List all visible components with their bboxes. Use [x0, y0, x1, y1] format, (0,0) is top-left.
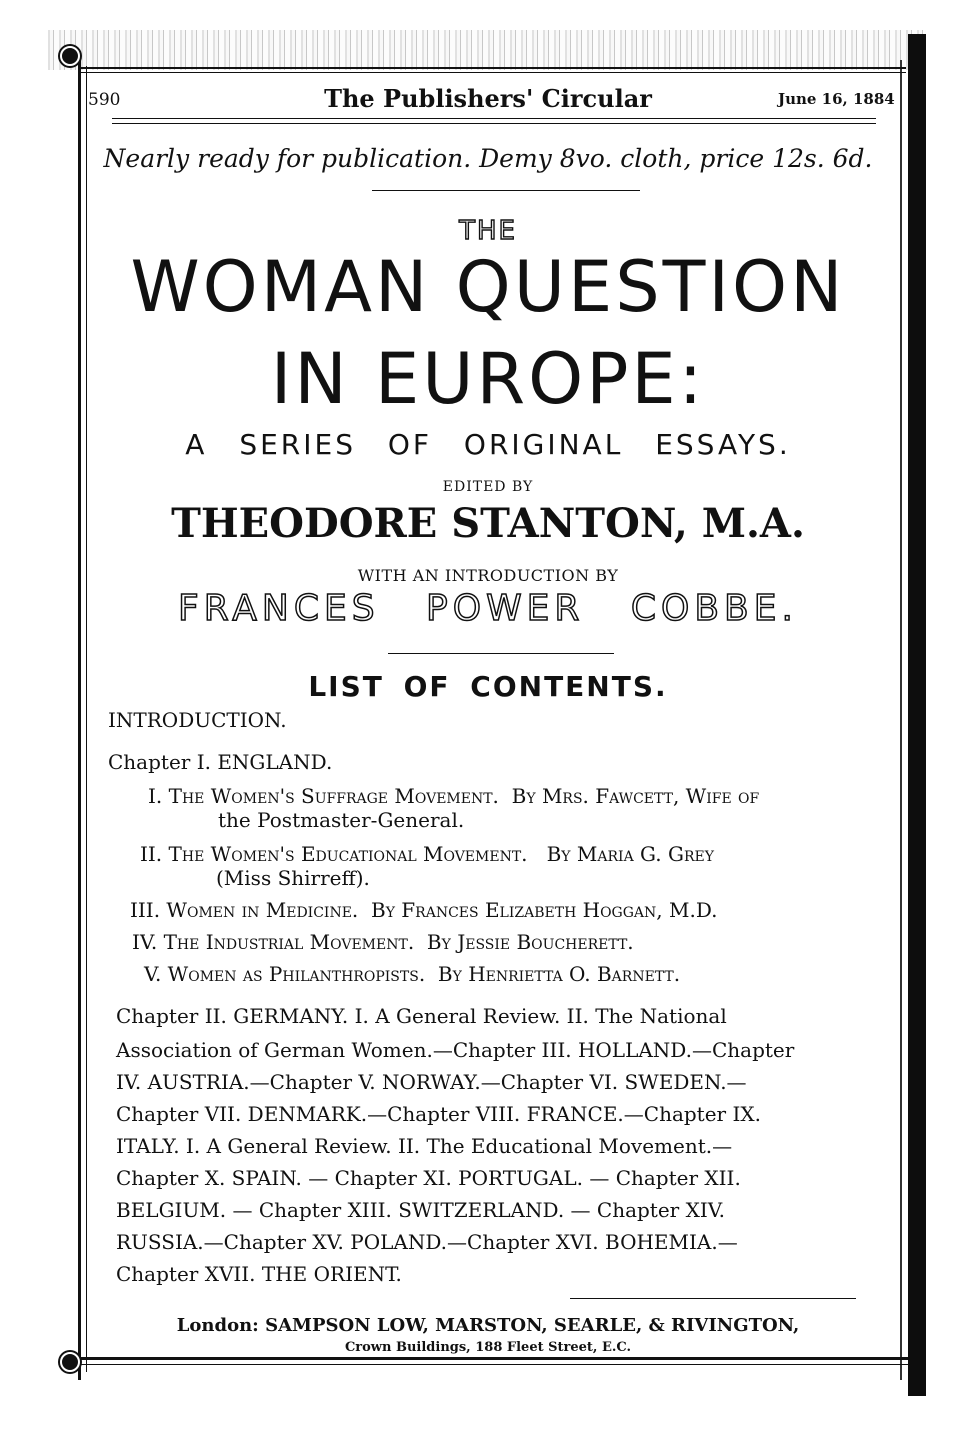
toc-line: Association of German Women.—Chapter III. HOLLAND.—Chapter [116, 1038, 795, 1062]
toc-line: Chapter II. GERMANY. I. A General Review. II. The National [116, 1004, 727, 1028]
toc-entry [144, 962, 680, 986]
toc-entry [140, 842, 714, 866]
entry-author: By Jessie Boucherett. [426, 930, 634, 954]
publication-notice: Nearly ready for publication. Demy 8vo. cloth, price 12s. 6d. [103, 144, 873, 173]
entry-number: II. [140, 842, 163, 866]
entry-author: By Maria G. Grey [546, 842, 714, 866]
title-article: THE [459, 216, 517, 246]
toc-entry-continuation: (Miss Shirreff). [216, 866, 370, 890]
publisher-imprint: London: SAMPSON LOW, MARSTON, SEARLE, & RIVINGTON, [176, 1315, 800, 1336]
toc-entry-continuation: the Postmaster-General. [218, 808, 465, 832]
toc-line: IV. AUSTRIA.—Chapter V. NORWAY.—Chapter VI. SWEDEN.— [116, 1070, 747, 1094]
entry-title: The Women's Suffrage Movement. [168, 784, 499, 808]
entry-number: I. [148, 784, 163, 808]
toc-entry [130, 898, 718, 922]
toc-entry [132, 930, 634, 954]
border-bottom [80, 1357, 908, 1360]
entry-number: III. [130, 898, 161, 922]
toc-line: BELGIUM. — Chapter XIII. SWITZERLAND. — Chapter XIV. [116, 1198, 726, 1222]
toc-line: RUSSIA.—Chapter XV. POLAND.—Chapter XVI. BOHEMIA.— [116, 1230, 738, 1254]
header-rule-inner [112, 123, 876, 124]
toc-line: Chapter X. SPAIN. — Chapter XI. PORTUGAL. — Chapter XII. [116, 1166, 741, 1190]
introduction-by-label: WITH AN INTRODUCTION BY [357, 566, 619, 585]
entry-title: Women in Medicine. [166, 898, 359, 922]
entry-number: IV. [132, 930, 158, 954]
scan-noise [48, 30, 926, 70]
divider [372, 190, 640, 191]
issue-date: June 16, 1884 [778, 90, 895, 108]
publisher-address: Crown Buildings, 188 Fleet Street, E.C. [344, 1340, 632, 1355]
book-title-line1: WOMAN QUESTION [130, 246, 846, 328]
corner-ornament-top-left [60, 46, 80, 66]
border-top [80, 67, 906, 69]
toc-entry [148, 784, 759, 808]
toc-line: ITALY. I. A General Review. II. The Educational Movement.— [116, 1134, 733, 1158]
corner-ornament-bottom-left [60, 1352, 80, 1372]
border-bottom-inner [80, 1364, 908, 1365]
entry-author: By Mrs. Fawcett, Wife of [511, 784, 760, 808]
entry-title: The Industrial Movement. [163, 930, 415, 954]
book-title-line2: IN EUROPE: [270, 338, 706, 420]
entry-number: V. [144, 962, 162, 986]
toc-introduction: INTRODUCTION. [108, 708, 287, 732]
entry-title: Women as Philanthropists. [167, 962, 426, 986]
contents-heading: LIST OF CONTENTS. [308, 670, 668, 703]
running-title: The Publishers' Circular [324, 84, 652, 113]
entry-title: The Women's Educational Movement. [168, 842, 528, 866]
page-number: 590 [88, 90, 121, 110]
entry-author: By Frances Elizabeth Hoggan, M.D. [371, 898, 718, 922]
divider [570, 1298, 856, 1299]
divider [388, 653, 614, 654]
editor-name: THEODORE STANTON, M.A. [171, 500, 805, 547]
toc-line: Chapter XVII. THE ORIENT. [116, 1262, 402, 1286]
toc-line: Chapter VII. DENMARK.—Chapter VIII. FRANCE.—Chapter IX. [116, 1102, 761, 1126]
book-subtitle: A SERIES OF ORIGINAL ESSAYS. [185, 428, 791, 461]
toc-chapter-1: Chapter I. ENGLAND. [108, 750, 333, 774]
introducer-name: FRANCES POWER COBBE. [178, 588, 798, 629]
header-rule [112, 118, 876, 119]
border-top-inner [80, 72, 906, 73]
entry-author: By Henrietta O. Barnett. [437, 962, 681, 986]
edited-by-label: EDITED BY [442, 479, 534, 495]
